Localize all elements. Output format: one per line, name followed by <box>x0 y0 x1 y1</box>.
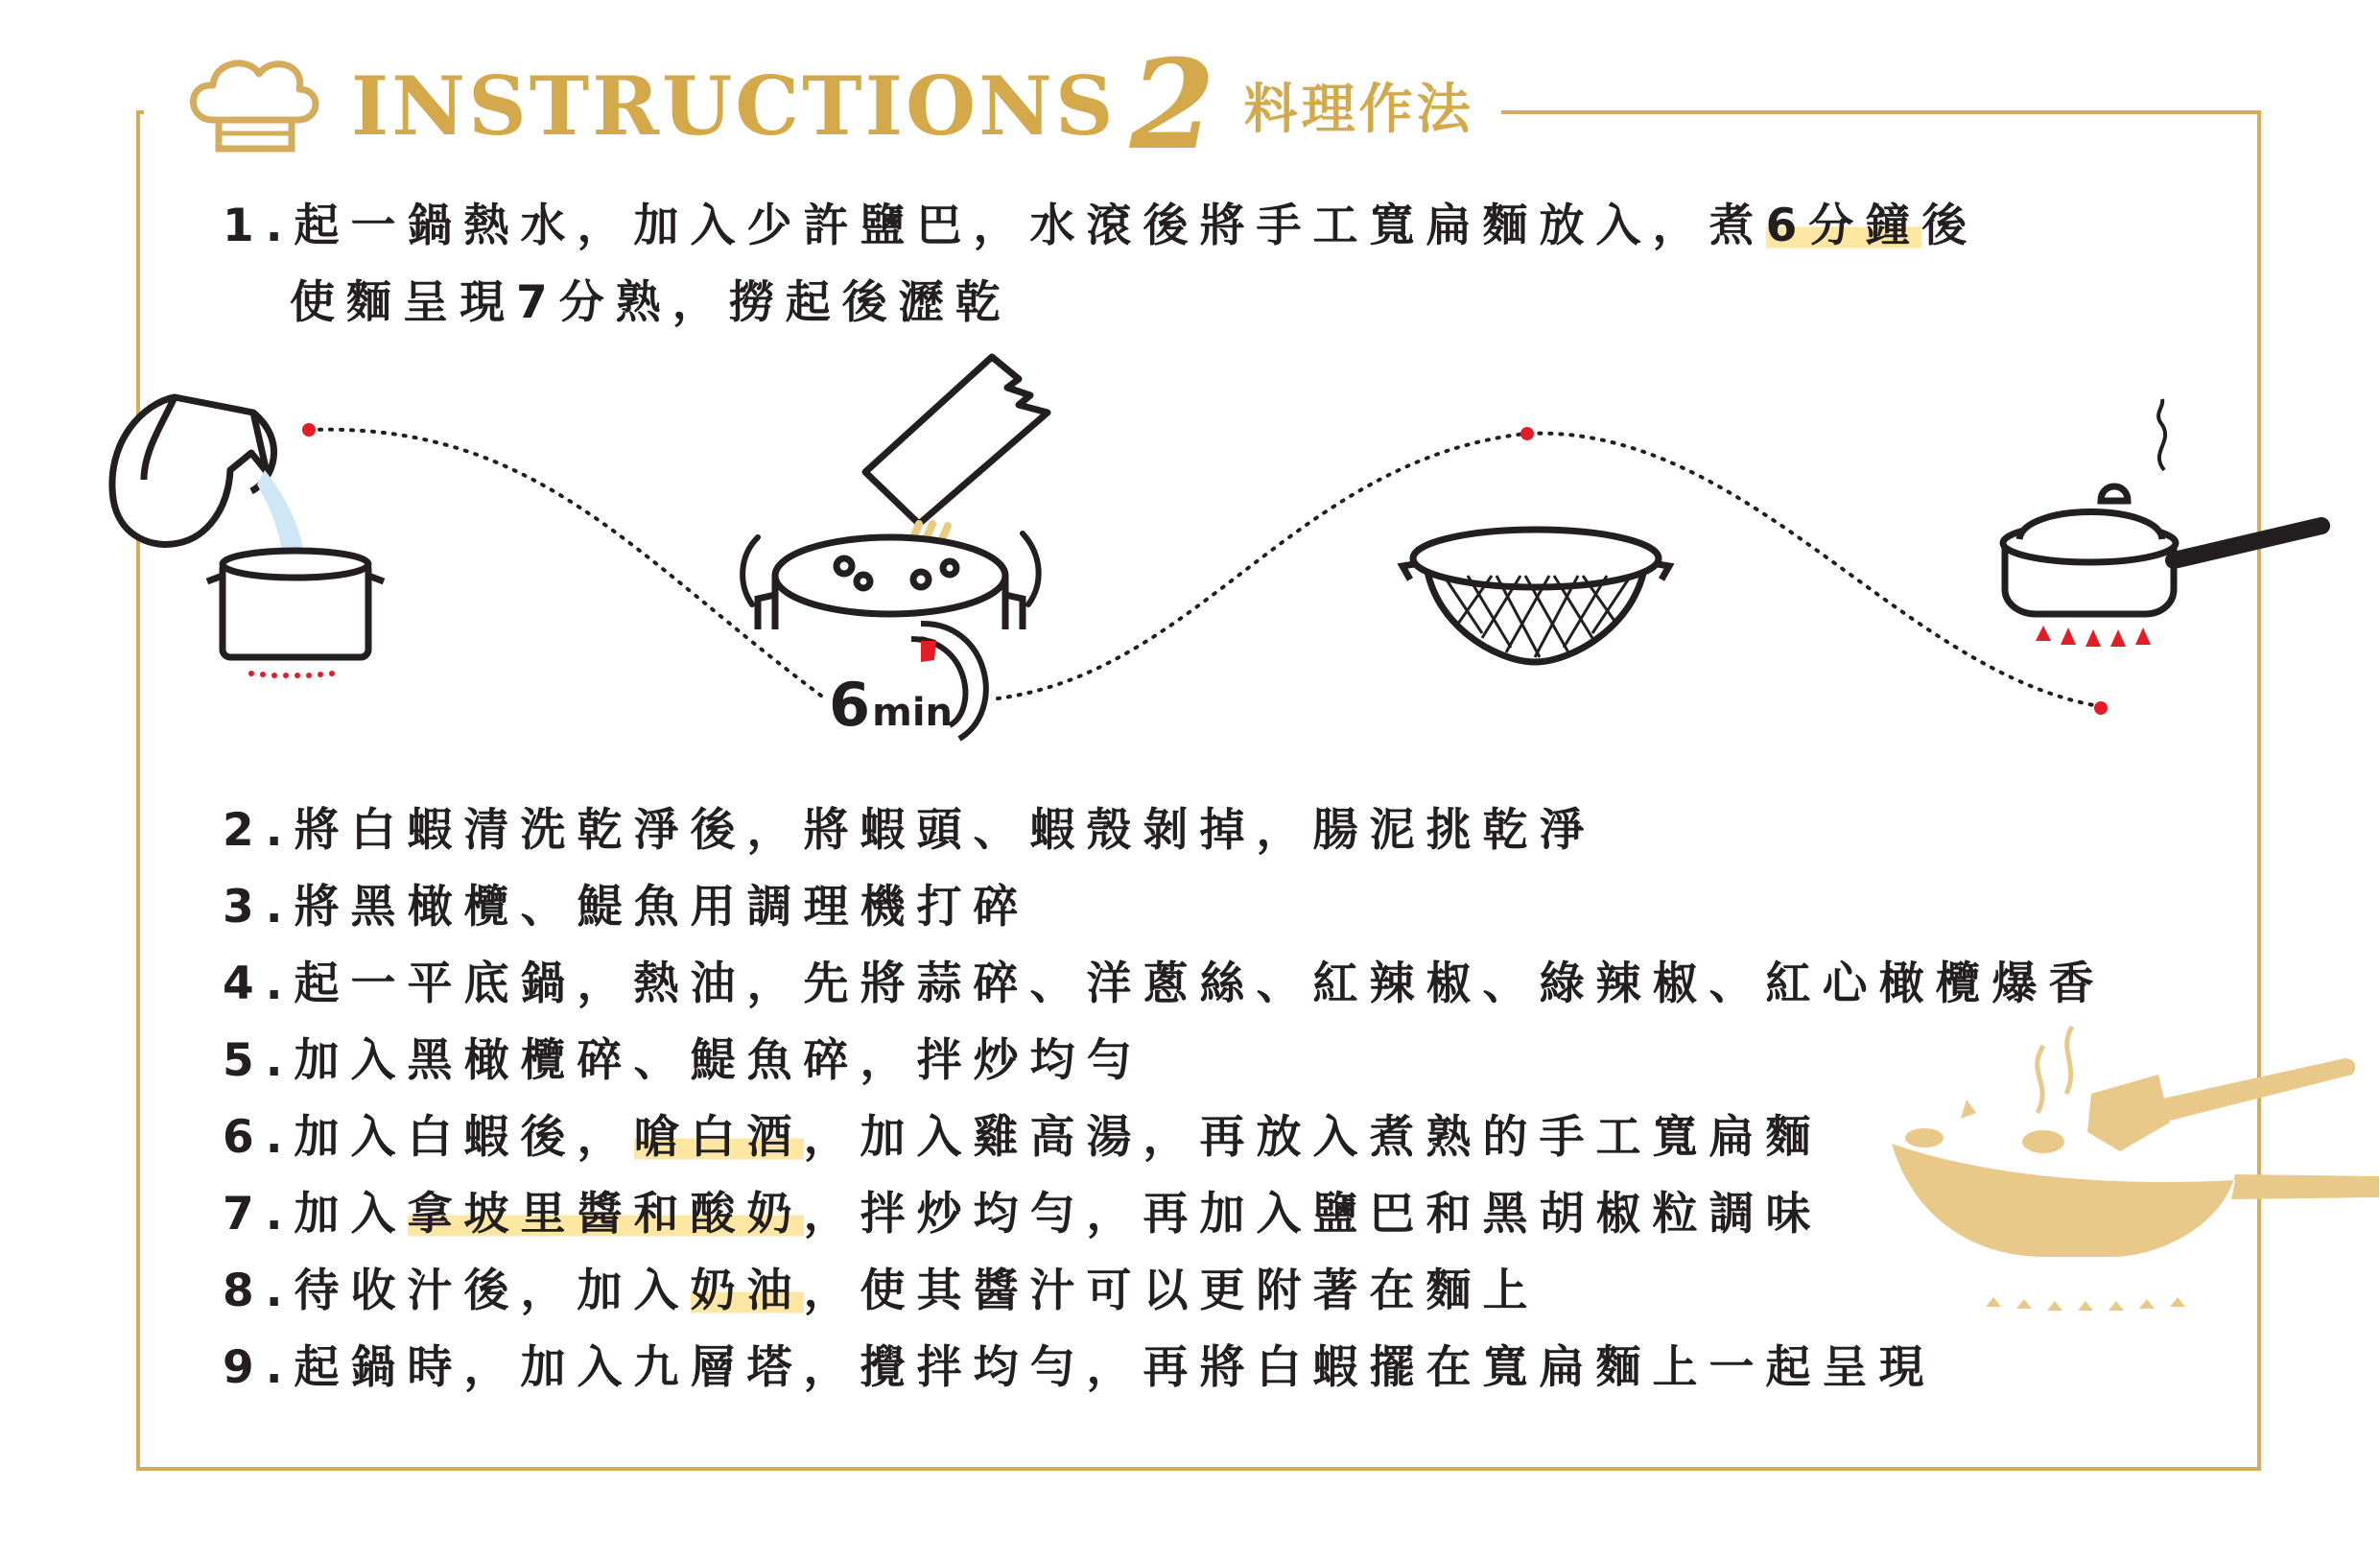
timer-unit: min <box>872 691 954 735</box>
step-text: 9.起鍋時，加入九層塔，攪拌均勻，再將白蝦擺在寬扁麵上一起呈現 <box>223 1341 1936 1394</box>
step-1-highlight: 6分鐘 <box>1765 200 1922 252</box>
boiling-pot-icon <box>207 551 384 657</box>
step-highlight: 奶油 <box>690 1265 804 1317</box>
step-4 <box>223 958 2106 1011</box>
path-dot <box>1520 427 1534 440</box>
step-2 <box>223 804 1596 858</box>
steam-icon <box>2158 399 2165 470</box>
step-1-text: 1.起一鍋熱水，加入少許鹽巴，水滾後將手工寬扁麵放入，煮 <box>223 200 1766 252</box>
step-1-text-end: 後 <box>1921 200 1979 252</box>
title-chinese: 料理作法 <box>1243 79 1474 141</box>
pan-handle <box>2174 526 2321 560</box>
step-text: 2.將白蝦清洗乾淨後，將蝦頭、蝦殼剝掉，腸泥挑乾淨 <box>223 804 1596 857</box>
dotted-path <box>309 430 2099 706</box>
step-text: ，使其醬汁可以更附著在麵上 <box>803 1265 1540 1317</box>
frying-pan-icon <box>2003 486 2176 614</box>
timer-number: 6 <box>829 670 871 740</box>
section-number: 2 <box>1129 34 1215 177</box>
path-dot <box>2094 701 2108 715</box>
path-dot <box>302 423 316 437</box>
step-1-line-2: 使麵呈現7分熟，撈起後瀝乾 <box>290 276 1012 329</box>
step-5 <box>223 1034 1143 1088</box>
step-highlight: 拿坡里醬和酸奶 <box>407 1188 804 1241</box>
step-text: 6.加入白蝦後， <box>223 1111 634 1164</box>
title-english: INSTRUCTIONS <box>351 58 1117 154</box>
timer-label <box>829 670 953 740</box>
flame-icon <box>2036 626 2151 647</box>
cooking-pot-icon <box>758 537 1023 629</box>
step-text: 5.加入黑橄欖碎、鯷魚碎，拌炒均勻 <box>223 1034 1143 1087</box>
pan-flame <box>1986 1297 2185 1311</box>
step-text: ，加入雞高湯，再放入煮熟的手工寬扁麵 <box>803 1111 1823 1164</box>
burner-dots <box>248 671 335 678</box>
step-highlight: 嗆白酒 <box>633 1111 804 1164</box>
step-text: ，拌炒均勻，再加入鹽巴和黑胡椒粒調味 <box>803 1188 1823 1241</box>
water-pitcher-icon <box>112 397 274 544</box>
step-text: 3.將黑橄欖、鯷魚用調理機打碎 <box>223 881 1030 934</box>
step-text: 7.加入 <box>223 1188 408 1241</box>
step-7 <box>223 1188 1823 1242</box>
step-9 <box>223 1341 1936 1395</box>
step-3 <box>223 881 1030 934</box>
step-8 <box>223 1265 1540 1318</box>
step-text: 4.起一平底鍋，熱油，先將蒜碎、洋蔥絲、紅辣椒、綠辣椒、紅心橄欖爆香 <box>223 958 2106 1010</box>
pan-steam <box>2038 1027 2072 1113</box>
tossing-pan-icon <box>1892 1058 2379 1257</box>
timer-red-mark <box>921 641 936 662</box>
pasta-packet-icon <box>865 357 1048 524</box>
step-6 <box>223 1111 1823 1165</box>
step-text: 8.待收汁後，加入 <box>223 1265 691 1317</box>
